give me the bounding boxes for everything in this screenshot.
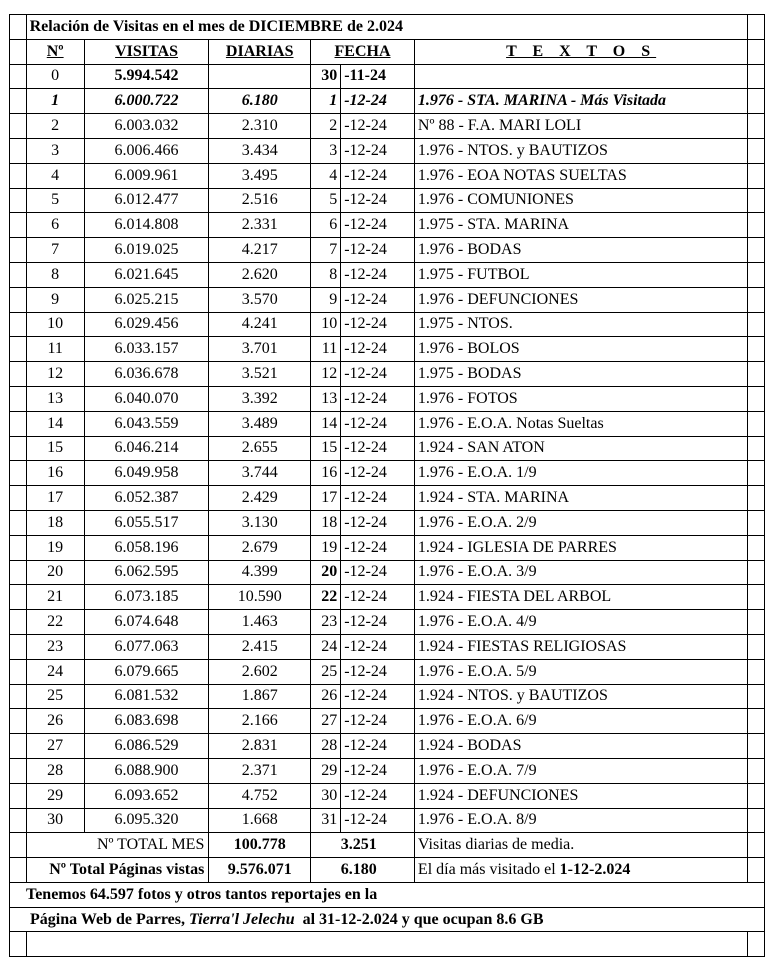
table-row (10, 659, 765, 684)
row-day: 25 (311, 659, 341, 684)
header-visitas: VISITAS (84, 39, 209, 64)
row-num: 22 (26, 610, 84, 635)
row-num: 3 (26, 138, 84, 163)
row-num: 14 (26, 411, 84, 436)
row-texto: 1.976 - E.O.A. 3/9 (414, 560, 747, 585)
row-date-rest: -12-24 (341, 585, 415, 610)
table-row (10, 535, 765, 560)
row-day: 28 (311, 734, 341, 759)
row-texto: 1.975 - BODAS (414, 362, 747, 387)
row-day: 17 (311, 486, 341, 511)
row-diarias: 2.602 (209, 659, 311, 684)
row-visitas: 6.000.722 (84, 89, 209, 114)
row-diarias: 2.679 (209, 535, 311, 560)
row-day: 12 (311, 362, 341, 387)
row-visitas: 6.049.958 (84, 461, 209, 486)
table-row (10, 238, 765, 263)
row-visitas: 6.086.529 (84, 734, 209, 759)
row-num: 12 (26, 362, 84, 387)
row-diarias: 2.429 (209, 486, 311, 511)
row-date-rest: -12-24 (341, 386, 415, 411)
row-texto: 1.924 - IGLESIA DE PARRES (414, 535, 747, 560)
row-day: 1 (311, 89, 341, 114)
row-visitas: 6.025.215 (84, 287, 209, 312)
row-date-rest: -12-24 (341, 138, 415, 163)
start-row (10, 64, 765, 89)
row-visitas: 6.040.070 (84, 386, 209, 411)
row-num: 25 (26, 684, 84, 709)
row-date-rest: -12-24 (341, 188, 415, 213)
row-visitas: 6.029.456 (84, 312, 209, 337)
row-diarias: 4.241 (209, 312, 311, 337)
row-diarias: 3.130 (209, 510, 311, 535)
row-num: 2 (26, 114, 84, 139)
row-date-rest: -12-24 (341, 758, 415, 783)
row-day: 20 (311, 560, 341, 585)
row-num: 0 (26, 64, 84, 89)
row-num: 6 (26, 213, 84, 238)
row-day: 9 (311, 287, 341, 312)
row-visitas: 6.083.698 (84, 709, 209, 734)
row-day: 26 (311, 684, 341, 709)
row-diarias: 3.521 (209, 362, 311, 387)
row-visitas: 6.033.157 (84, 337, 209, 362)
row-day: 7 (311, 238, 341, 263)
row-texto: 1.975 - FUTBOL (414, 262, 747, 287)
row-diarias: 3.489 (209, 411, 311, 436)
row-date-rest: -12-24 (341, 783, 415, 808)
row-num: 9 (26, 287, 84, 312)
row-diarias: 4.399 (209, 560, 311, 585)
total-mes-texto: Visitas diarias de media. (414, 833, 747, 858)
row-num: 26 (26, 709, 84, 734)
table-row (10, 262, 765, 287)
max-daily-value: 6.180 (341, 858, 415, 883)
table-row (10, 684, 765, 709)
row-visitas: 6.088.900 (84, 758, 209, 783)
row-day: 22 (311, 585, 341, 610)
row-day: 3 (311, 138, 341, 163)
row-diarias: 2.371 (209, 758, 311, 783)
table-row (10, 213, 765, 238)
row-day: 16 (311, 461, 341, 486)
row-diarias: 3.744 (209, 461, 311, 486)
row-diarias: 3.392 (209, 386, 311, 411)
row-day: 29 (311, 758, 341, 783)
row-num: 7 (26, 238, 84, 263)
row-day: 31 (311, 808, 341, 833)
table-row (10, 386, 765, 411)
row-day: 19 (311, 535, 341, 560)
row-num: 19 (26, 535, 84, 560)
row-num: 4 (26, 163, 84, 188)
row-texto: 1.976 - E.O.A. 4/9 (414, 610, 747, 635)
table-row (10, 461, 765, 486)
row-date-rest: -11-24 (341, 64, 415, 89)
row-texto: 1.976 - E.O.A. 8/9 (414, 808, 747, 833)
row-visitas: 5.994.542 (84, 64, 209, 89)
row-date-rest: -12-24 (341, 610, 415, 635)
row-texto: 1.976 - E.O.A. 6/9 (414, 709, 747, 734)
row-diarias: 2.310 (209, 114, 311, 139)
footer-row-2 (10, 907, 765, 932)
row-num: 5 (26, 188, 84, 213)
footer-line-1: Tenemos 64.597 fotos y otros tantos reportajes en la (10, 882, 765, 907)
row-date-rest: -12-24 (341, 337, 415, 362)
row-num: 27 (26, 734, 84, 759)
table-row (10, 510, 765, 535)
row-day: 30 (311, 64, 341, 89)
row-diarias: 2.331 (209, 213, 311, 238)
row-day: 18 (311, 510, 341, 535)
row-texto: 1.924 - BODAS (414, 734, 747, 759)
row-day: 5 (311, 188, 341, 213)
row-texto: 1.976 - BOLOS (414, 337, 747, 362)
row-num: 16 (26, 461, 84, 486)
row-date-rest: -12-24 (341, 510, 415, 535)
row-date-rest: -12-24 (341, 461, 415, 486)
table-row (10, 163, 765, 188)
row-date-rest: -12-24 (341, 560, 415, 585)
row-num: 20 (26, 560, 84, 585)
row-date-rest: -12-24 (341, 213, 415, 238)
header-diarias: DIARIAS (209, 39, 311, 64)
row-visitas: 6.052.387 (84, 486, 209, 511)
row-day: 2 (311, 114, 341, 139)
row-diarias: 2.415 (209, 634, 311, 659)
row-visitas: 6.093.652 (84, 783, 209, 808)
row-num: 18 (26, 510, 84, 535)
table-row (10, 411, 765, 436)
row-visitas: 6.043.559 (84, 411, 209, 436)
row-diarias: 3.434 (209, 138, 311, 163)
row-diarias: 2.655 (209, 436, 311, 461)
site-name: Tierra'l Jelechu (188, 910, 295, 928)
row-date-rest: -12-24 (341, 287, 415, 312)
row-diarias: 4.217 (209, 238, 311, 263)
table-row (10, 362, 765, 387)
row-texto: 1.976 - BODAS (414, 238, 747, 263)
row-visitas: 6.062.595 (84, 560, 209, 585)
row-texto: 1.976 - FOTOS (414, 386, 747, 411)
row-date-rest: -12-24 (341, 634, 415, 659)
row-date-rest: -12-24 (341, 362, 415, 387)
row-texto: 1.976 - E.O.A. 5/9 (414, 659, 747, 684)
row-date-rest: -12-24 (341, 734, 415, 759)
row-num: 23 (26, 634, 84, 659)
table-row (10, 337, 765, 362)
row-texto: 1.924 - SAN ATON (414, 436, 747, 461)
row-visitas: 6.074.648 (84, 610, 209, 635)
row-diarias: 2.620 (209, 262, 311, 287)
row-day: 8 (311, 262, 341, 287)
row-visitas: 6.077.063 (84, 634, 209, 659)
visits-table (9, 14, 765, 957)
row-date-rest: -12-24 (341, 436, 415, 461)
row-texto: 1.975 - STA. MARINA (414, 213, 747, 238)
row-visitas: 6.009.961 (84, 163, 209, 188)
total-mes-media: 3.251 (341, 833, 415, 858)
row-date-rest: -12-24 (341, 709, 415, 734)
total-paginas-value: 9.576.071 (209, 858, 311, 883)
row-texto: 1.976 - DEFUNCIONES (414, 287, 747, 312)
row-diarias: 1.463 (209, 610, 311, 635)
row-visitas: 6.073.185 (84, 585, 209, 610)
row-date-rest: -12-24 (341, 163, 415, 188)
table-row (10, 734, 765, 759)
row-texto: Nº 88 - F.A. MARI LOLI (414, 114, 747, 139)
row-diarias: 3.495 (209, 163, 311, 188)
row-day: 11 (311, 337, 341, 362)
row-num: 17 (26, 486, 84, 511)
row-visitas: 6.014.808 (84, 213, 209, 238)
table-row (10, 188, 765, 213)
row-texto: 1.924 - DEFUNCIONES (414, 783, 747, 808)
row-texto: 1.976 - E.O.A. Notas Sueltas (414, 411, 747, 436)
row-num: 29 (26, 783, 84, 808)
row-diarias: 6.180 (209, 89, 311, 114)
row-visitas: 6.006.466 (84, 138, 209, 163)
row-texto: 1.924 - NTOS. y BAUTIZOS (414, 684, 747, 709)
row-num: 13 (26, 386, 84, 411)
table-row (10, 560, 765, 585)
row-num: 11 (26, 337, 84, 362)
row-diarias: 1.867 (209, 684, 311, 709)
report-title: Relación de Visitas en el mes de DICIEMBRE de 2.024 (26, 15, 748, 40)
table-row (10, 634, 765, 659)
row-visitas: 6.055.517 (84, 510, 209, 535)
row-num: 15 (26, 436, 84, 461)
total-paginas-row (10, 858, 765, 883)
footer-row-1 (10, 882, 765, 907)
row-visitas: 6.036.678 (84, 362, 209, 387)
row-num: 1 (26, 89, 84, 114)
row-num: 24 (26, 659, 84, 684)
row-texto: 1.976 - EOA NOTAS SUELTAS (414, 163, 747, 188)
row-texto: 1.976 - STA. MARINA - Más Visitada (414, 89, 747, 114)
header-row (10, 39, 765, 64)
row-texto: 1.976 - COMUNIONES (414, 188, 747, 213)
row-num: 10 (26, 312, 84, 337)
row-diarias: 1.668 (209, 808, 311, 833)
row-visitas: 6.058.196 (84, 535, 209, 560)
row-date-rest: -12-24 (341, 659, 415, 684)
table-row (10, 114, 765, 139)
row-visitas: 6.046.214 (84, 436, 209, 461)
row-diarias: 2.166 (209, 709, 311, 734)
empty-row (10, 932, 765, 957)
row-visitas: 6.003.032 (84, 114, 209, 139)
row-diarias: 2.516 (209, 188, 311, 213)
row-num: 30 (26, 808, 84, 833)
row-visitas: 6.081.532 (84, 684, 209, 709)
row-visitas: 6.012.477 (84, 188, 209, 213)
table-row (10, 610, 765, 635)
table-row (10, 808, 765, 833)
row-date-rest: -12-24 (341, 535, 415, 560)
row-day: 10 (311, 312, 341, 337)
row-date-rest: -12-24 (341, 411, 415, 436)
row-texto: 1.976 - E.O.A. 7/9 (414, 758, 747, 783)
row-texto: 1.976 - E.O.A. 2/9 (414, 510, 747, 535)
total-paginas-label: Nº Total Páginas vistas (26, 858, 209, 883)
row-date-rest: -12-24 (341, 684, 415, 709)
first-row (10, 89, 765, 114)
row-texto: 1.975 - NTOS. (414, 312, 747, 337)
row-day: 15 (311, 436, 341, 461)
row-visitas: 6.079.665 (84, 659, 209, 684)
table-row (10, 783, 765, 808)
row-day: 6 (311, 213, 341, 238)
row-day: 30 (311, 783, 341, 808)
row-date-rest: -12-24 (341, 808, 415, 833)
row-diarias: 4.752 (209, 783, 311, 808)
row-day: 27 (311, 709, 341, 734)
row-texto: 1.924 - FIESTA DEL ARBOL (414, 585, 747, 610)
most-visited-date: 1-12-2.024 (559, 860, 631, 878)
row-day: 14 (311, 411, 341, 436)
table-row (10, 486, 765, 511)
header-fecha: FECHA (311, 39, 415, 64)
most-visited-day: El día más visitado el 1-12-2.024 (414, 858, 747, 883)
row-num: 8 (26, 262, 84, 287)
row-diarias: 3.570 (209, 287, 311, 312)
row-diarias: 10.590 (209, 585, 311, 610)
row-date-rest: -12-24 (341, 262, 415, 287)
total-mes-row (10, 833, 765, 858)
row-visitas: 6.021.645 (84, 262, 209, 287)
table-row (10, 436, 765, 461)
row-visitas: 6.095.320 (84, 808, 209, 833)
table-row (10, 138, 765, 163)
table-row (10, 585, 765, 610)
header-num: Nº (26, 39, 84, 64)
row-date-rest: -12-24 (341, 89, 415, 114)
row-date-rest: -12-24 (341, 114, 415, 139)
row-texto: 1.976 - E.O.A. 1/9 (414, 461, 747, 486)
table-row (10, 709, 765, 734)
table-row (10, 287, 765, 312)
row-texto: 1.924 - FIESTAS RELIGIOSAS (414, 634, 747, 659)
row-diarias: 2.831 (209, 734, 311, 759)
row-day: 4 (311, 163, 341, 188)
row-num: 21 (26, 585, 84, 610)
row-date-rest: -12-24 (341, 486, 415, 511)
row-date-rest: -12-24 (341, 238, 415, 263)
table-row (10, 758, 765, 783)
row-day: 24 (311, 634, 341, 659)
row-visitas: 6.019.025 (84, 238, 209, 263)
row-num: 28 (26, 758, 84, 783)
total-mes-label: Nº TOTAL MES (26, 833, 209, 858)
row-diarias: 3.701 (209, 337, 311, 362)
row-day: 23 (311, 610, 341, 635)
row-texto: 1.924 - STA. MARINA (414, 486, 747, 511)
row-texto: 1.976 - NTOS. y BAUTIZOS (414, 138, 747, 163)
row-day: 13 (311, 386, 341, 411)
footer-line-2: Página Web de Parres, Tierra'l Jelechu al 31-12-2.024 y que ocupan 8.6 GB (10, 907, 765, 932)
row-date-rest: -12-24 (341, 312, 415, 337)
title-row (10, 15, 765, 40)
table-row (10, 312, 765, 337)
total-mes-value: 100.778 (209, 833, 311, 858)
header-textos: T E X T O S (414, 39, 747, 64)
